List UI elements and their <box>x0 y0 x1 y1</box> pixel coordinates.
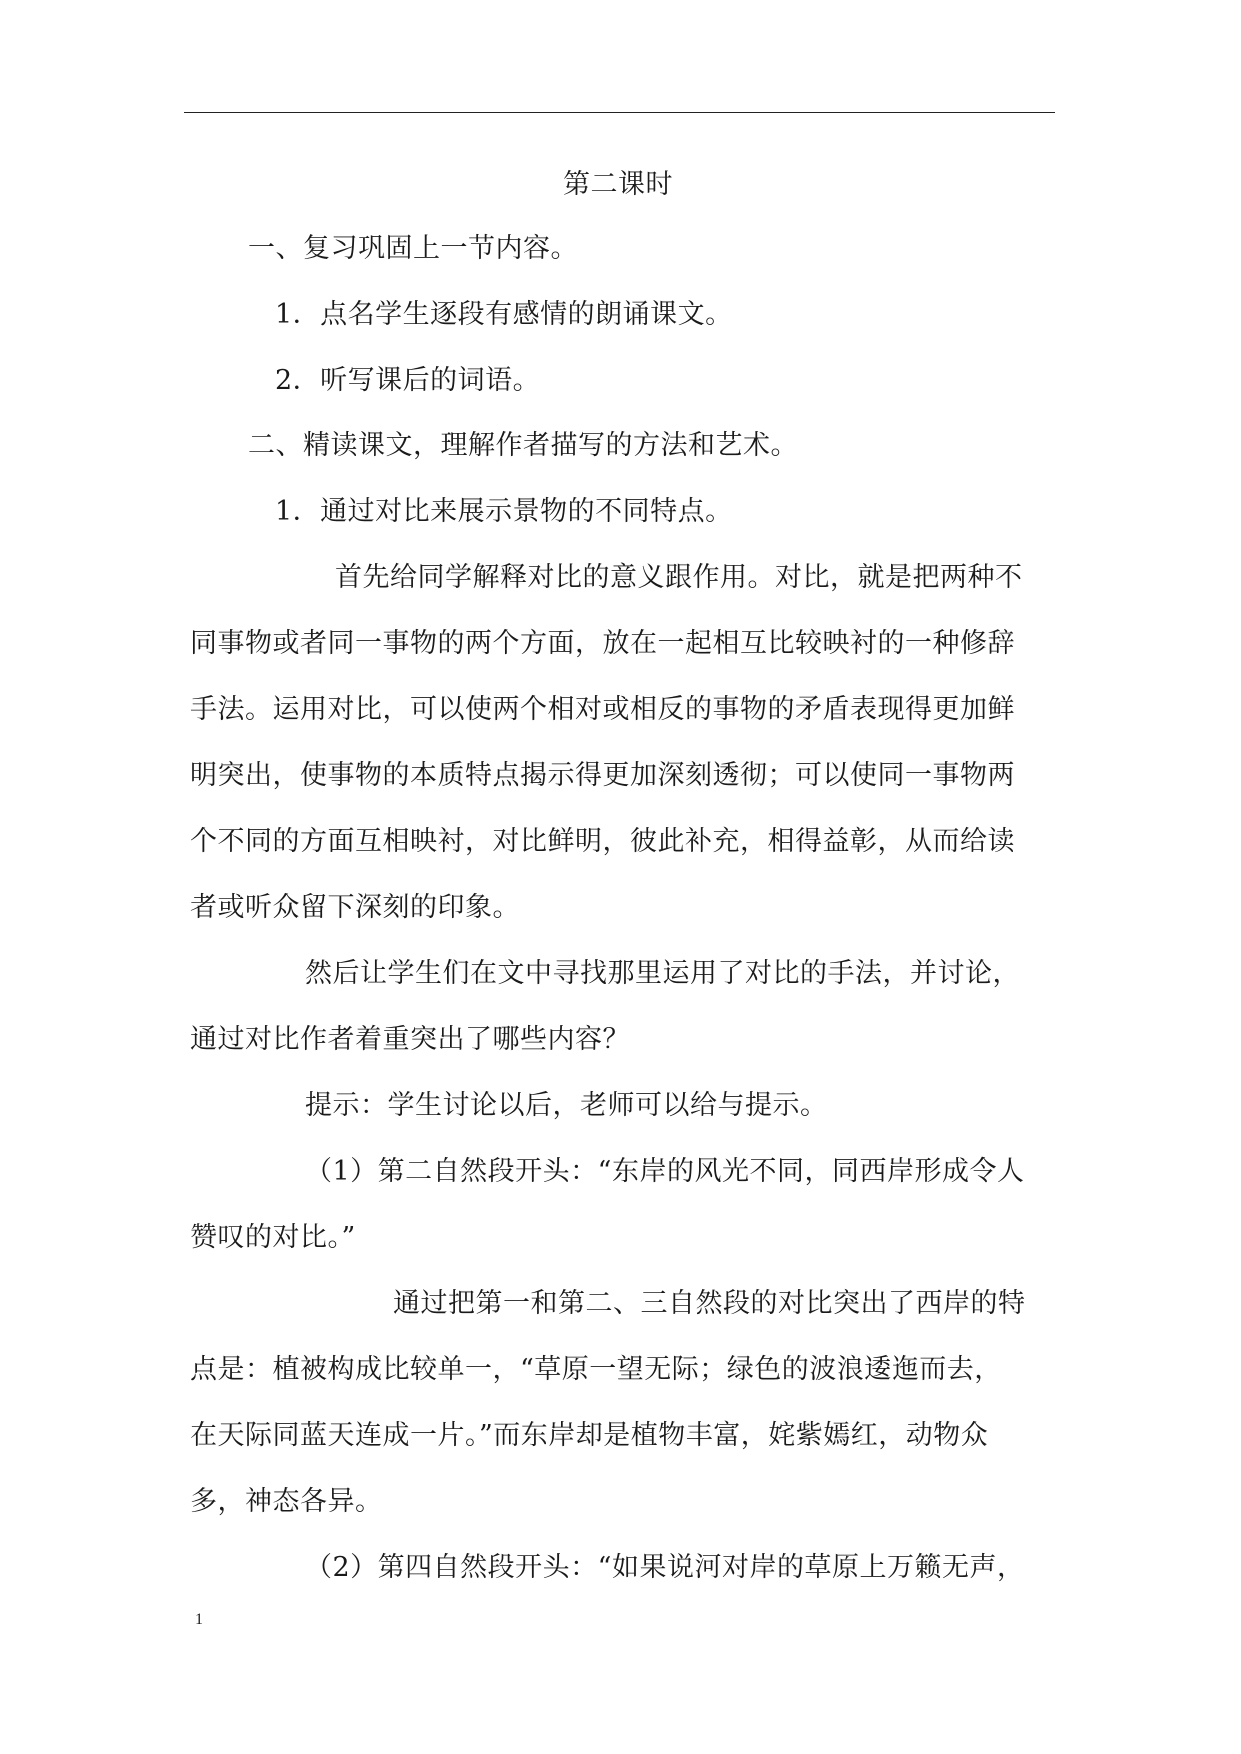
text-line: 1．点名学生逐段有感情的朗诵课文。 <box>275 299 733 330</box>
text-line: 二、精读课文，理解作者描写的方法和艺术。 <box>248 430 798 461</box>
text-line: 多，神态各异。 <box>190 1486 383 1517</box>
text-line: 首先给同学解释对比的意义跟作用。对比，就是把两种不 <box>335 562 1023 593</box>
text-line: 1．通过对比来展示景物的不同特点。 <box>275 496 733 527</box>
text-line: 提示：学生讨论以后，老师可以给与提示。 <box>305 1090 828 1121</box>
text-line: 明突出，使事物的本质特点揭示得更加深刻透彻；可以使同一事物两 <box>190 760 1015 791</box>
text-line: 点是：植被构成比较单一，“草原一望无际；绿色的波浪逶迤而去， <box>190 1354 1002 1385</box>
text-line: 在天际同蓝天连成一片。”而东岸却是植物丰富，姹紫嫣红，动物众 <box>190 1420 989 1451</box>
text-line: 然后让学生们在文中寻找那里运用了对比的手法，并讨论， <box>305 958 1020 989</box>
text-line: （1）第二自然段开头：“东岸的风光不同，同西岸形成令人 <box>305 1156 1025 1187</box>
header-rule <box>184 112 1055 113</box>
text-line: 通过对比作者着重突出了哪些内容？ <box>190 1024 630 1055</box>
text-line: 2．听写课后的词语。 <box>275 365 541 396</box>
text-line: 个不同的方面互相映衬，对比鲜明，彼此补充，相得益彰，从而给读 <box>190 826 1015 857</box>
text-line: 手法。运用对比，可以使两个相对或相反的事物的矛盾表现得更加鲜 <box>190 694 1015 725</box>
page-number: 1 <box>195 1611 203 1628</box>
text-line: 赞叹的对比。” <box>190 1222 356 1253</box>
text-line: 一、复习巩固上一节内容。 <box>248 233 578 264</box>
page-title: 第二课时 <box>563 169 673 200</box>
text-line: 者或听众留下深刻的印象。 <box>190 892 520 923</box>
text-line: 同事物或者同一事物的两个方面，放在一起相互比较映衬的一种修辞 <box>190 628 1015 659</box>
text-line: （2）第四自然段开头：“如果说河对岸的草原上万籁无声， <box>305 1552 1025 1583</box>
text-line: 通过把第一和第二、三自然段的对比突出了西岸的特 <box>393 1288 1026 1319</box>
